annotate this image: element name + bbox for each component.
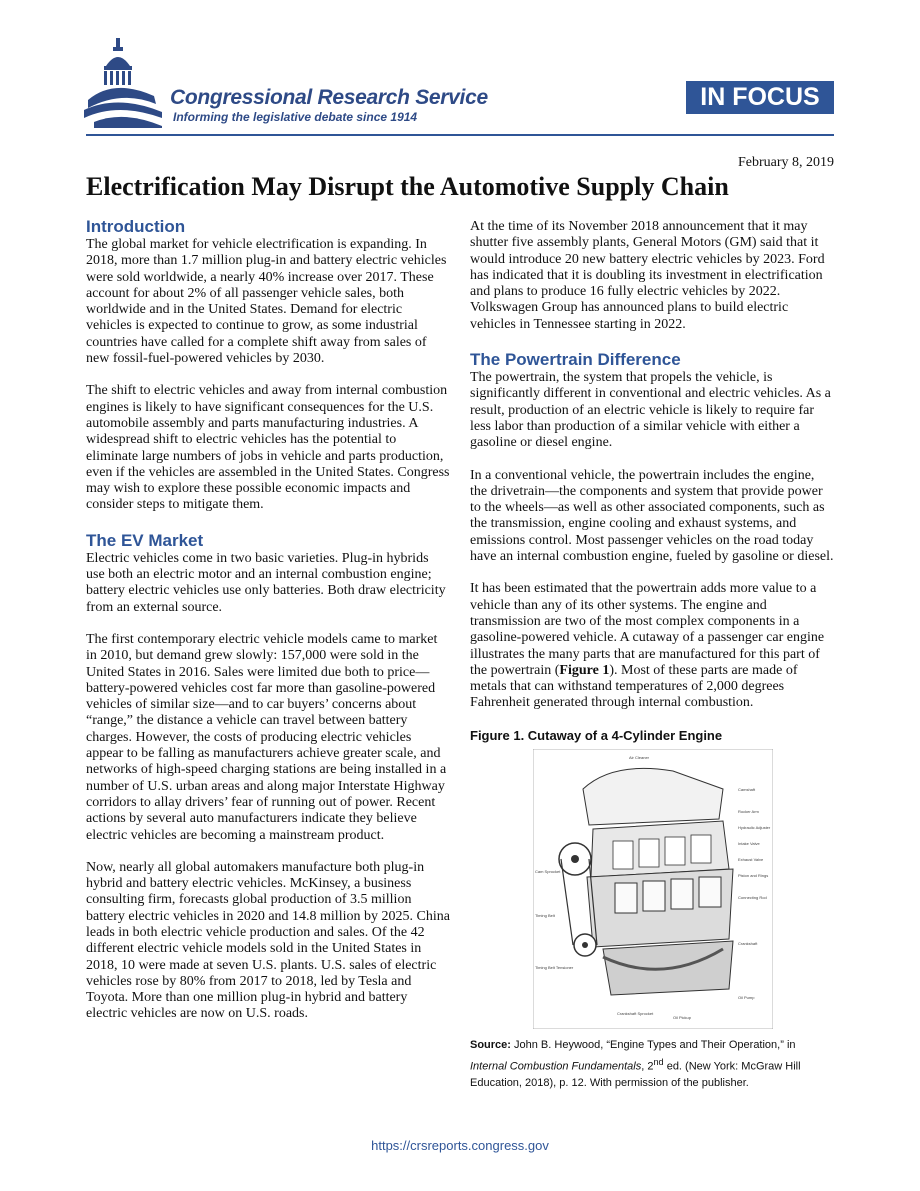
paragraph: At the time of its November 2018 announcement that it may shutter five assembly plants, General Motors (GM) said that it would introduce 20 new battery electric vehicles by 2023. Ford has indicated that it is doubling its investment in electrification and plans to produce 16 fully electric vehicles by 2022. Volkswagen Group has announced plans to build electric vehicles in Tennessee starting in 2022. [470,219,825,332]
header-rule [86,134,834,136]
paragraph: The powertrain, the system that propels the vehicle, is significantly different in conventional and electric vehicles. As a result, production of an electric vehicle is likely to require far less labor than production of a similar vehicle with either a gasoline or diesel engine. [470,370,831,451]
paragraph: The first contemporary electric vehicle models came to market in 2010, but demand grew slowly: 157,000 were sold in the United States in 2016. Sales were limited due both to price—battery-powered vehicles cost far more than gasoline-powered vehicles of similar size—and to car buyers’ concerns about “range,” the distance a vehicle can travel between battery charges. However, the costs of producing electric vehicles appear to be falling as manufacturers achieve greater scale, and networks of high-speed charging stations are being installed in a number of U.S. urban areas and along major Interstate Highway corridors to allay drivers’ fear of running out of power. Recent actions by several auto manufacturers indicate they believe electric vehicles are becoming a mainstream product. [86,631,447,843]
left-column [86,216,450,1039]
figure-source [470,1037,834,1093]
figure-label: Crankshaft Sprocket [617,1010,654,1016]
capitol-dome-logo-icon [84,38,166,128]
paragraph: Now, nearly all global automakers manufacture both plug-in hybrid and battery electric vehicles. McKinsey, a business consulting firm, forecasts global production of 3.5 million battery electric vehicles in 2020 and 14.8 million by 2025. China leads in both electric vehicle production and sales. Of the 42 different electric vehicle models sold in the United States in 2018, 10 were made at seven U.S. plants. U.S. sales of electric vehicles rose by 80% from 2017 to 2018, led by Tesla and Toyota. More than one million plug-in hybrid and battery electric vehicles are now on U.S. roads. [86,859,450,1022]
right-column [470,216,834,1092]
org-tagline: Informing the legislative debate since 1914 [173,110,418,124]
page-title: Electrification May Disrupt the Automotive Supply Chain [86,172,729,201]
figure-label: Camshaft [738,786,756,792]
source-superscript: nd [653,1056,664,1067]
source-book-title: Internal Combustion Fundamentals [470,1060,642,1073]
paragraph-text: It has been estimated that the powertrain adds more value to a vehicle than any of its other systems. The engine and transmission are two of the most complex components in a gasoline-powered vehicle. A cutaway of a passenger car engine illustrates the many parts that are manufactured for this part of the powertrain ( [470,581,825,678]
figure-label: Oil Pickup [673,1014,692,1020]
figure-reference: Figure 1 [559,662,610,678]
source-label: Source: [470,1038,511,1051]
paragraph: The global market for vehicle electrification is expanding. In 2018, more than 1.7 million plug-in and battery electric vehicles were sold worldwide, a nearly 40% increase over 2017. These account for about 2% of all passenger vehicle sales, both worldwide and in the United States. Demand for electric vehicles is expected to continue to grow, as some industrial countries have called for a complete shift away from sales of new fossil-fuel-powered vehicles by 2030. [86,237,447,367]
source-text: ed. (New York: McGraw Hill Education, 2018), p. 12. With permission of the publisher. [470,1060,801,1090]
paragraph: Electric vehicles come in two basic varieties. Plug-in hybrids use both an electric motor and an internal combustion engine; battery electric vehicles use only batteries. Both draw electricity from an external source. [86,550,446,615]
org-name: Congressional Research Service [170,86,488,109]
paragraph: The shift to electric vehicles and away from internal combustion engines is likely to have significant consequences for the U.S. automobile assembly and parts manufacturing industries. A widespread shift to electric vehicles has the potential to eliminate large numbers of jobs in vehicle and parts production, even if the vehicles are assembled in the United States. Congress may wish to explore these possible economic impacts and consider steps to mitigate them. [86,383,450,513]
paragraph [470,581,834,711]
section-heading-powertrain: The Powertrain Difference [470,350,681,370]
figure-label: Crankshaft [738,940,758,946]
figure-label: Timing Belt Tensioner [535,964,574,970]
source-text: John B. Heywood, “Engine Types and Their Operation,” in [510,1038,796,1051]
footer-url-link[interactable]: https://crsreports.congress.gov [371,1138,549,1153]
figure-label: Oil Pump [738,994,755,1000]
engine-cutaway-illustration [533,749,773,1029]
figure-label: Hydraulic Adjuster [738,824,771,830]
section-heading-introduction: Introduction [86,217,186,236]
publication-date: February 8, 2019 [737,155,834,170]
figure-label: Exhaust Valve [738,856,764,862]
figure-label: Piston and Rings [738,872,769,878]
figure-label: Timing Belt [535,912,555,918]
figure-label: Connecting Rod [738,894,767,900]
figure-label: Intake Valve [738,840,760,846]
section-heading-ev-market: The EV Market [86,530,204,550]
source-text: , 2 [641,1060,654,1073]
figure-caption: Figure 1. Cutaway of a 4-Cylinder Engine [470,727,723,743]
figure-label: Rocker Arm [738,808,759,814]
paragraph-text: ). Most of these parts are made of metals that can withstand temperatures of 2,000 degrees Fahrenheit generated through internal combustion. [470,662,798,711]
figure-label: Air Cleaner [629,754,650,760]
figure-label: Cam Sprocket [535,868,561,874]
paragraph: In a conventional vehicle, the powertrain includes the engine, the drivetrain—the components and system that provide power to the wheels—as well as other associated components, such as the transmission, engine cooling and exhaust systems, and emissions control. Most passenger vehicles on the road today have an internal combustion engine, fueled by gasoline or diesel. [470,467,834,565]
engine-cutaway-figure [470,749,834,1029]
page-header [0,0,920,140]
in-focus-badge: IN FOCUS [686,81,834,114]
